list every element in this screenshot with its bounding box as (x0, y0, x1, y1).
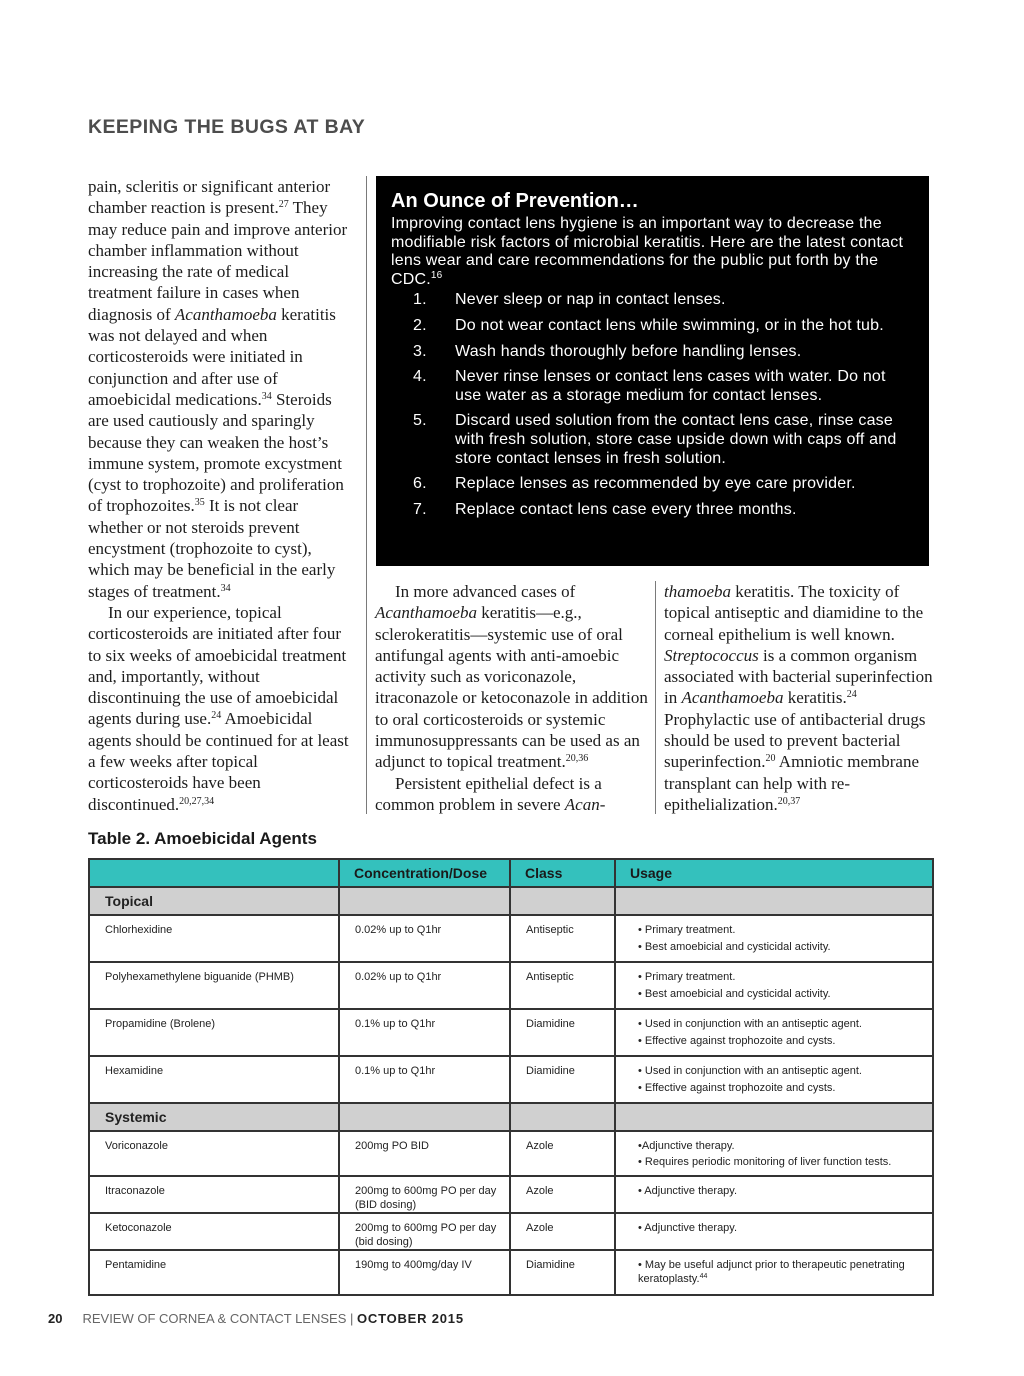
item-text: Wash hands thoroughly before handling lenses. (455, 342, 802, 360)
table-row (89, 915, 933, 962)
paragraph: thamoeba keratitis. The toxicity of topical antiseptic and diamidine to the corneal epithelium is well known. Streptococcus is a common organism associated with bacterial superinfection in Acanthamoeba keratitis.$^{24}$ Prophylactic use of antibacterial drugs should be used to prevent bacterial superinfection.$^{20}$ Amniotic membrane transplant can help with re-epithelialization.$^{20,37}$ (664, 582, 933, 814)
table-row (89, 1213, 933, 1250)
cell-agent: Propamidine (Brolene) (89, 1009, 339, 1056)
cell-agent: Polyhexamethylene biguanide (PHMB) (89, 962, 339, 1009)
cell-dose: 0.02% up to Q1hr (339, 962, 510, 1009)
recommendation-item (391, 475, 915, 494)
cell-agent: Ketoconazole (89, 1213, 339, 1250)
cell-usage (615, 1250, 933, 1295)
cell-usage (615, 1213, 933, 1250)
table-row (89, 1176, 933, 1213)
cell-agent: Hexamidine (89, 1056, 339, 1103)
cell-usage (615, 1009, 933, 1056)
cell-agent: Chlorhexidine (89, 915, 339, 962)
recommendation-item (391, 317, 915, 336)
cell-agent: Pentamidine (89, 1250, 339, 1295)
cell-agent: Voriconazole (89, 1131, 339, 1176)
page-number: 20 (48, 1311, 63, 1326)
item-number: 1. (413, 291, 427, 309)
article-column-right (664, 581, 936, 815)
table-row (89, 962, 933, 1009)
cell-usage (615, 1131, 933, 1176)
usage-line: • Best amoebicial and cysticidal activity. (638, 987, 831, 1000)
table-section-row (89, 887, 933, 915)
issue-date: OCTOBER 2015 (356, 1311, 464, 1326)
paragraph: pain, scleritis or significant anterior chamber reaction is present.$^{27}$ They may reduce pain and improve anterior chamber inflammation without increasing the rate of medical treatment failure in cases when diagnosis of Acanthamoeba keratitis was not delayed and when corticosteroids were initiated in conjunction and after use of amoebicidal medications.$^{34}$ Steroids are used cautiously and sparingly because they can weaken the host’s immune system, promote excystment (cyst to trophozoite) and proliferation of trophozoites.$^{35}$ It is not clear whether or not steroids prevent encystment (trophozoite to cyst), which may be beneficial in the early stages of treatment.$^{34}$ (88, 177, 348, 601)
cell-dose: 0.1% up to Q1hr (339, 1056, 510, 1103)
usage-line: • Effective against trophozoite and cysts. (638, 1081, 836, 1094)
column-header (89, 859, 339, 887)
usage-line: • Effective against trophozoite and cysts. (638, 1034, 836, 1047)
cell-class: Azole (510, 1213, 615, 1250)
usage-line: • Used in conjunction with an antiseptic agent. (638, 1065, 862, 1077)
table-row (89, 1056, 933, 1103)
column-divider (366, 176, 367, 814)
column-divider (655, 581, 656, 814)
sidebar-intro: Improving contact lens hygiene is an important way to decrease the modifiable risk factors of microbial keratitis. Here are the latest contact lens wear and care recommendations for the public put forth by the CDC.$^{16}$ (391, 215, 904, 288)
table-caption: Table 2. Amoebicidal Agents (88, 829, 317, 848)
item-number: 3. (413, 342, 427, 360)
usage-line: •Adjunctive therapy. (638, 1140, 735, 1152)
cell-usage (615, 1056, 933, 1103)
article-column-left (88, 176, 356, 815)
cell-class: Diamidine (510, 1009, 615, 1056)
cell-usage (615, 1176, 933, 1213)
usage-line: • Adjunctive therapy. (638, 1222, 738, 1234)
section-cell (510, 1103, 615, 1131)
cell-class: Azole (510, 1176, 615, 1213)
cell-class: Diamidine (510, 1056, 615, 1103)
usage-line: • Primary treatment. (638, 924, 736, 936)
item-text: Never sleep or nap in contact lenses. (455, 291, 726, 309)
paragraph: In more advanced cases of Acanthamoeba keratitis—e.g., sclerokeratitis—systemic use of oral antifungal agents with anti-amoebic activity such as voriconazole, itraconazole or ketoconazole in addition to oral corticosteroids or systemic immunosuppressants can be used as an adjunct to topical treatment.$^{20,36}$ (375, 582, 648, 772)
journal-name: REVIEW OF CORNEA & CONTACT LENSES | (82, 1311, 357, 1326)
amoebicidal-agents-table (88, 858, 934, 1296)
cell-dose: 190mg to 400mg/day IV (339, 1250, 510, 1295)
usage-line: • Best amoebicial and cysticidal activity. (638, 940, 831, 953)
paragraph: Persistent epithelial defect is a common problem in severe Acan- (375, 773, 606, 814)
item-text: Do not wear contact lens while swimming, or in the hot tub. (455, 316, 884, 334)
cell-class: Antiseptic (510, 915, 615, 962)
cell-usage (615, 915, 933, 962)
usage-line: • Adjunctive therapy. (638, 1185, 738, 1197)
recommendation-item (391, 368, 915, 405)
recommendation-list (391, 291, 915, 519)
table-row (89, 1131, 933, 1176)
column-header: Class (510, 859, 615, 887)
cell-dose: 0.1% up to Q1hr (339, 1009, 510, 1056)
item-number: 5. (413, 412, 427, 430)
cell-dose: 200mg to 600mg PO per day (BID dosing) (339, 1176, 510, 1213)
cell-dose: 200mg to 600mg PO per day (bid dosing) (339, 1213, 510, 1250)
sidebar-title: An Ounce of Prevention… (391, 190, 639, 212)
cell-usage (615, 962, 933, 1009)
recommendation-item (391, 412, 915, 468)
table-row (89, 1250, 933, 1295)
cell-class: Diamidine (510, 1250, 615, 1295)
section-cell (510, 887, 615, 915)
item-text: Never rinse lenses or contact lens cases with water. Do not use water as a storage medium for contact lenses. (455, 368, 886, 404)
article-column-middle (375, 581, 650, 815)
page-footer (48, 1311, 464, 1326)
table-section-row (89, 1103, 933, 1131)
usage-line: • Used in conjunction with an antiseptic agent. (638, 1018, 862, 1030)
section-cell (339, 1103, 510, 1131)
item-number: 2. (413, 316, 427, 334)
item-text: Discard used solution from the contact lens case, rinse case with fresh solution, store case upside down with caps off and store contact lenses in fresh solution. (455, 412, 897, 467)
column-header: Usage (615, 859, 933, 887)
item-text: Replace lenses as recommended by eye care provider. (455, 475, 856, 493)
paragraph: In our experience, topical corticosteroids are initiated after four to six weeks of amoebicidal treatment and, importantly, without discontinuing the use of amoebicidal agents during use.$^{24}$ Amoebicidal agents should be continued for at least a few weeks after topical corticosteroids have been discontinued.$^{20,27,34}$ (88, 602, 349, 814)
section-label: Topical (89, 887, 339, 915)
cell-dose: 200mg PO BID (339, 1131, 510, 1176)
item-text: Replace contact lens case every three months. (455, 500, 797, 518)
usage-line: • Primary treatment. (638, 971, 736, 983)
recommendation-item (391, 501, 915, 520)
column-header: Concentration/Dose (339, 859, 510, 887)
recommendation-item (391, 343, 915, 362)
cell-dose: 0.02% up to Q1hr (339, 915, 510, 962)
table-header-row (89, 859, 933, 887)
running-header: KEEPING THE BUGS AT BAY (88, 116, 366, 138)
usage-line: • Requires periodic monitoring of liver function tests. (638, 1155, 892, 1168)
section-label: Systemic (89, 1103, 339, 1131)
item-number: 6. (413, 475, 427, 493)
usage-line: • May be useful adjunct prior to therapeutic penetrating keratoplasty.$^{44}$ (638, 1259, 905, 1285)
section-cell (615, 887, 933, 915)
item-number: 7. (413, 500, 427, 518)
item-number: 4. (413, 368, 427, 386)
table-row (89, 1009, 933, 1056)
cell-agent: Itraconazole (89, 1176, 339, 1213)
cell-class: Azole (510, 1131, 615, 1176)
cell-class: Antiseptic (510, 962, 615, 1009)
prevention-sidebar (376, 176, 929, 566)
recommendation-item (391, 291, 915, 310)
section-cell (339, 887, 510, 915)
section-cell (615, 1103, 933, 1131)
